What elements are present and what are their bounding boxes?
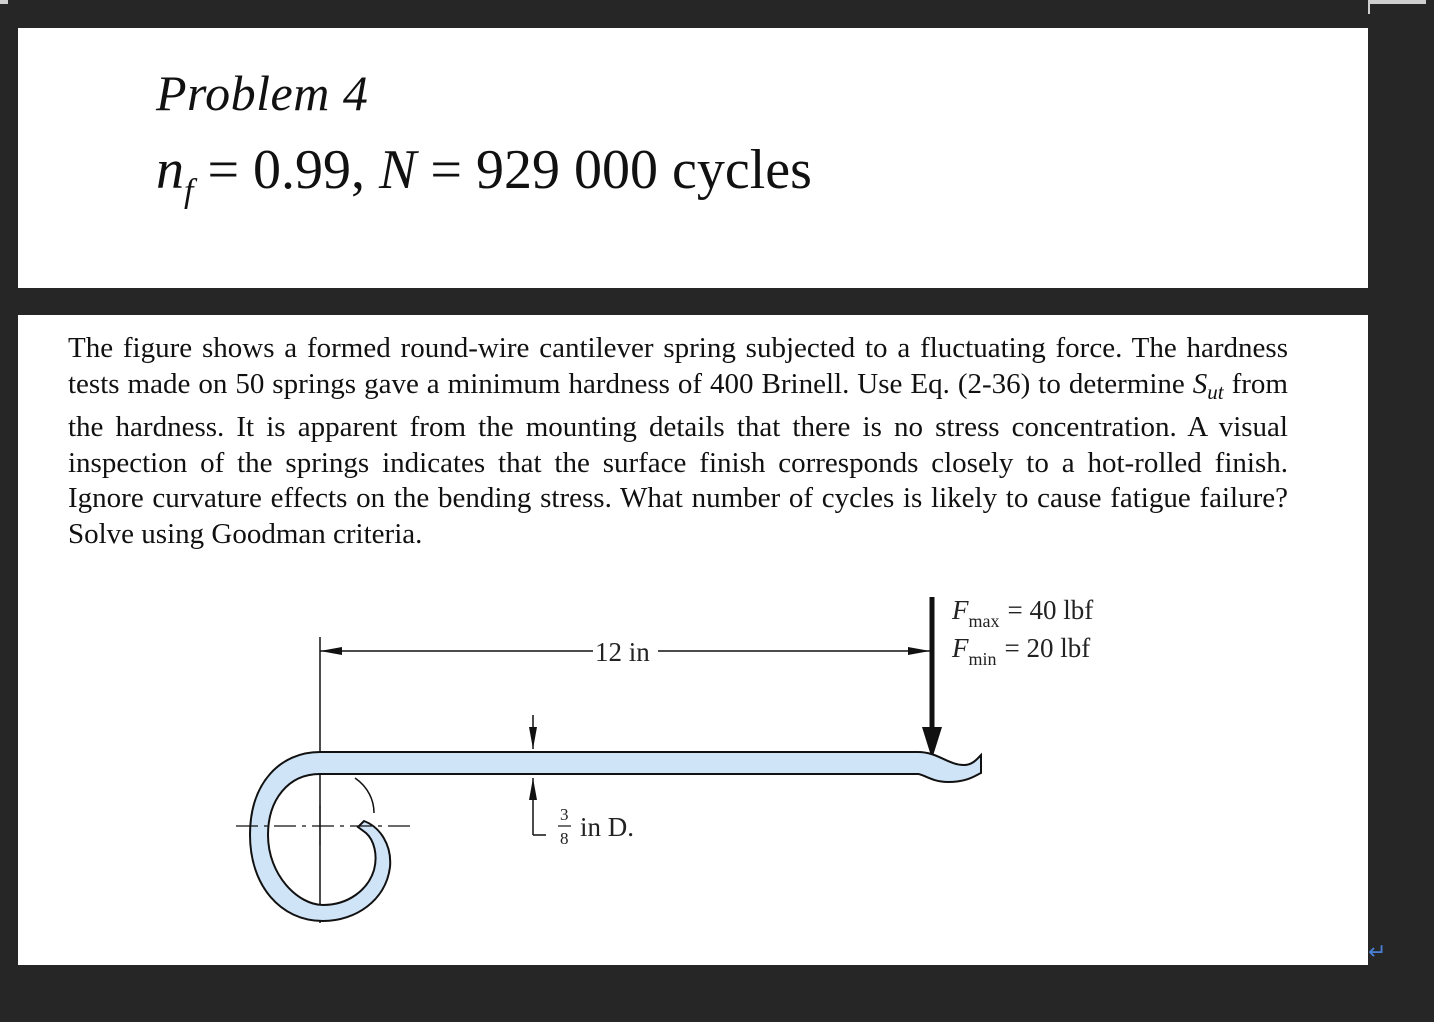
cycles-symbol: N [379, 139, 417, 201]
return-icon[interactable]: ↵ [1368, 940, 1387, 965]
nf-subscript: f [184, 173, 194, 210]
window-edge-right [1370, 0, 1426, 4]
fmin-subscript: min [968, 649, 997, 669]
fmax-symbol: F [952, 595, 969, 625]
nf-value: = 0.99, [193, 139, 380, 201]
sut-subscript: ut [1207, 379, 1224, 404]
problem-title: Problem 4 [156, 65, 369, 121]
diameter-denominator: 8 [560, 829, 569, 848]
fmin-symbol: F [952, 633, 969, 663]
cycles-value: = 929 000 cycles [416, 139, 812, 201]
fmin-label [951, 633, 1090, 669]
fmin-value: = 20 lbf [1004, 633, 1091, 663]
fmax-subscript: max [968, 611, 1000, 631]
nf-symbol: n [156, 139, 184, 201]
problem-panel [18, 315, 1368, 965]
diameter-label: in D. [580, 812, 634, 842]
fmax-label [951, 595, 1093, 631]
spring-figure [18, 315, 1368, 965]
fmax-value: = 40 lbf [1007, 595, 1094, 625]
statement-part2: from the hardness. It is apparent from the mounting details that there is no stress concentration. A visual inspection of the springs indicates that the surface finish corresponds closely to a hot-rolled finish. Ignore curvature effects on the bending stress. What number of cycles is likely to cause fatigue failure? Solve using Goodman criteria. [68, 367, 1288, 550]
length-label: 12 in [595, 637, 650, 667]
scrollbar-edge [1368, 0, 1370, 14]
hook-inner-curve [355, 778, 374, 813]
diameter-numerator: 3 [560, 805, 569, 824]
window-edge-left [0, 0, 8, 4]
answer-equation [156, 138, 812, 211]
answer-panel [18, 28, 1368, 288]
statement-part1: The figure shows a formed round-wire cantilever spring subjected to a fluctuating force. The hardness tests made on 50 springs gave a minimum hardness of 400 Brinell. Use Eq. (2-36) to determine [68, 332, 1288, 400]
sut-symbol: S [1192, 367, 1208, 400]
